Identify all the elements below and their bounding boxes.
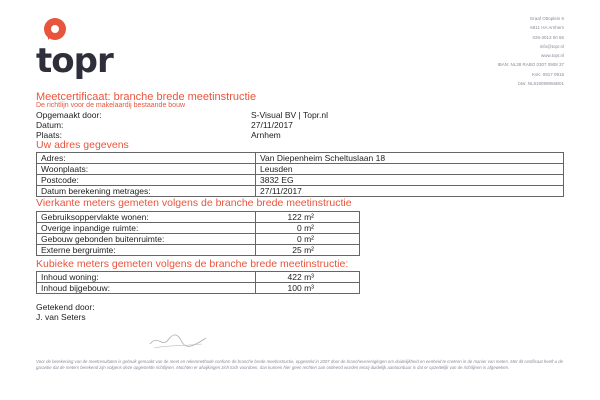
table-cell-label: Inhoud woning: — [37, 272, 256, 283]
table-cell-label: Inhoud bijgebouw: — [37, 283, 256, 294]
address-table — [36, 152, 564, 197]
address-heading: Uw adres gegevens — [36, 139, 129, 151]
contact-line: 026-3013 00 66 — [532, 34, 564, 40]
meta-label: Plaats: — [36, 130, 62, 140]
certificate-subtitle: De richtlijn voor de makelaardij bestaande bouw — [36, 102, 186, 109]
table-cell-label: Externe bergruimte: — [37, 245, 256, 256]
table-cell-value: 3832 EG — [256, 175, 564, 186]
table-cell-value: 25 m² — [256, 245, 360, 256]
meta-value: 27/11/2017 — [251, 120, 293, 130]
logo-text: topr — [36, 41, 113, 81]
meta-value: Arnhem — [251, 130, 281, 140]
table-cell-value: 27/11/2017 — [256, 186, 564, 197]
contact-block — [497, 14, 564, 88]
table-cell-label: Adres: — [37, 153, 256, 164]
meta-row — [36, 110, 328, 120]
contact-line: 6811 HA Arnhem — [530, 25, 564, 31]
table-row — [37, 272, 360, 283]
table-cell-value: 0 m² — [256, 223, 360, 234]
table-cell-value: 122 m² — [256, 212, 360, 223]
table-cell-value: Van Diepenheim Scheltuslaan 18 — [256, 153, 564, 164]
table-row — [37, 223, 360, 234]
signed-block — [36, 303, 95, 322]
table-cell-label: Gebouw gebonden buitenruimte: — [37, 234, 256, 245]
signer-name: J. van Seters — [36, 311, 86, 322]
table-cell-label: Gebruiksoppervlakte wonen: — [37, 212, 256, 223]
table-row — [37, 234, 360, 245]
meta-label: Datum: — [36, 120, 64, 130]
meta-row — [36, 120, 328, 130]
table-cell-label: Postcode: — [37, 175, 256, 186]
signed-label: Getekend door: — [36, 302, 95, 312]
table-cell-label: Overige inpandige ruimte: — [37, 223, 256, 234]
table-cell-label: Datum berekening metrages: — [37, 186, 256, 197]
table-row — [37, 153, 564, 164]
certificate-meta — [36, 110, 328, 140]
contact-line: IBAN: NL38 RABO 0307 0908 37 — [497, 62, 564, 68]
table-row — [37, 212, 360, 223]
certificate-page — [30, 8, 570, 396]
table-cell-label: Woonplaats: — [37, 164, 256, 175]
table-row — [37, 283, 360, 294]
signature-image — [148, 330, 208, 352]
disclaimer-text: Voor de berekening van de meetresultaten is gebruik gemaakt van de meet en rekenmethode conform de branche brede meetinstructie, opgesteld in 2007 door de brancheverenigingen om duidelijkheid en eenheid te creëren in de manier van meten. Met dit certificaat heeft u de garantie dat de meters berekend zijn volgens deze opgestelde richtlijnen. Mochten er afwijkingen zich toch voordoen, dan kunnen hier geen rechten aan ontleend worden tenzij duidelijk aantoonbaar is dat er opzettelijk van de richtlijnen is afgeweken. — [36, 359, 564, 370]
certificate-title: Meetcertificaat: branche brede meetinstructie — [36, 91, 257, 103]
topr-logo — [36, 16, 156, 81]
table-cell-value: Leusden — [256, 164, 564, 175]
meta-label: Opgemaakt door: — [36, 110, 102, 120]
contact-line: www.topr.nl — [540, 53, 564, 59]
square-meters-table — [36, 211, 360, 256]
table-cell-value: 100 m³ — [256, 283, 360, 294]
contact-line: info@topr.nl — [539, 43, 564, 49]
contact-line: KvK: 0917 0918 — [531, 71, 564, 77]
contact-line: btw: NL818099856B01 — [518, 81, 564, 87]
meta-value: S-Visual BV | Topr.nl — [251, 110, 329, 120]
cubic-meters-heading: Kubieke meters gemeten volgens de branche brede meetinstructie: — [36, 258, 349, 270]
contact-line: Graaf Ottoplein 6 — [529, 16, 564, 21]
table-cell-value: 0 m² — [256, 234, 360, 245]
cubic-meters-table — [36, 271, 360, 294]
table-row — [37, 175, 564, 186]
table-row — [37, 186, 564, 197]
square-meters-heading: Vierkante meters gemeten volgens de branche brede meetinstructie — [36, 197, 352, 209]
table-row — [37, 164, 564, 175]
table-row — [37, 245, 360, 256]
speech-bubble-icon — [44, 18, 66, 40]
table-cell-value: 422 m³ — [256, 272, 360, 283]
